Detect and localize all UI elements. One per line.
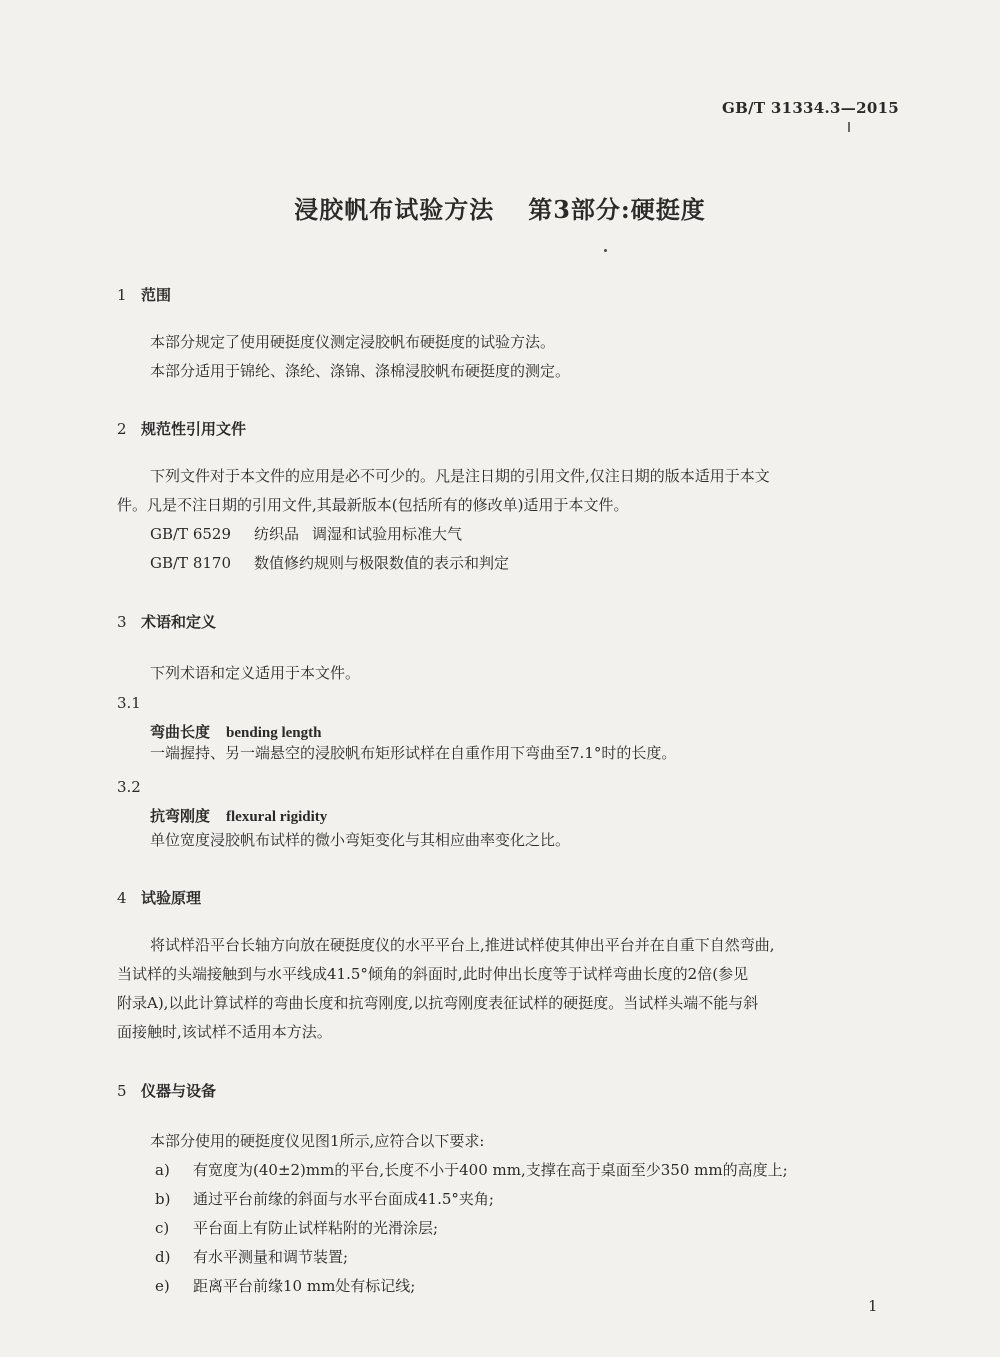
section-2-paragraph-line-1: 下列文件对于本文件的应用是必不可少的。凡是注日期的引用文件,仅注日期的版本适用于本文 — [150, 467, 770, 485]
reference-item: GB/T 8170 数值修约规则与极限数值的表示和判定 — [150, 554, 510, 572]
requirement-item: e) 距离平台前缘10 mm处有标记线; — [155, 1277, 416, 1295]
section-1-heading: 1 范围 — [117, 286, 172, 304]
reference-item: GB/T 6529 纺织品 调湿和试验用标准大气 — [150, 525, 463, 543]
section-3-title: 术语和定义 — [141, 613, 217, 631]
term-number: 3.1 — [117, 694, 141, 712]
term-heading: 弯曲长度 bending length — [150, 723, 322, 741]
section-4-heading: 4 试验原理 — [117, 889, 202, 907]
requirement-item: d) 有水平测量和调节装置; — [155, 1248, 349, 1266]
term-heading: 抗弯刚度 flexural rigidity — [150, 807, 328, 825]
document-title — [0, 190, 1000, 225]
title-main: 浸胶帆布试验方法 — [294, 195, 495, 224]
print-dot — [604, 249, 607, 252]
term-number: 3.2 — [117, 778, 141, 796]
requirement-item: a) 有宽度为(40±2)mm的平台,长度不小于400 mm,支撑在高于桌面至少350 mm的高度上; — [155, 1161, 788, 1179]
section-4-line-1: 将试样沿平台长轴方向放在硬挺度仪的水平平台上,推进试样使其伸出平台并在自重下自然弯曲, — [150, 936, 775, 954]
section-4-title: 试验原理 — [141, 889, 202, 907]
page-number: 1 — [868, 1297, 878, 1315]
section-4-line-4: 面接触时,该试样不适用本方法。 — [117, 1023, 332, 1041]
section-3-paragraph: 下列术语和定义适用于本文件。 — [150, 664, 361, 682]
requirement-item: b) 通过平台前缘的斜面与水平台面成41.5°夹角; — [155, 1190, 494, 1208]
term-definition: 一端握持、另一端悬空的浸胶帆布矩形试样在自重作用下弯曲至7.1°时的长度。 — [150, 744, 677, 762]
section-4-line-2: 当试样的头端接触到与水平线成41.5°倾角的斜面时,此时伸出长度等于试样弯曲长度的2倍(参见 — [117, 965, 749, 983]
section-2-title: 规范性引用文件 — [141, 420, 247, 438]
section-1-title: 范围 — [141, 286, 172, 304]
section-5-intro: 本部分使用的硬挺度仪见图1所示,应符合以下要求: — [150, 1132, 485, 1150]
section-2-heading: 2 规范性引用文件 — [117, 420, 247, 438]
section-1-paragraph-2: 本部分适用于锦纶、涤纶、涤锦、涤棉浸胶帆布硬挺度的测定。 — [150, 362, 571, 380]
section-4-line-3: 附录A),以此计算试样的弯曲长度和抗弯刚度,以抗弯刚度表征试样的硬挺度。当试样头端不能与斜 — [117, 994, 759, 1012]
title-part: 第3部分:硬挺度 — [528, 195, 706, 224]
section-1-paragraph-1: 本部分规定了使用硬挺度仪测定浸胶帆布硬挺度的试验方法。 — [150, 333, 556, 351]
section-5-title: 仪器与设备 — [141, 1082, 217, 1100]
term-definition: 单位宽度浸胶帆布试样的微小弯矩变化与其相应曲率变化之比。 — [150, 831, 571, 849]
section-2-paragraph-line-2: 件。凡是不注日期的引用文件,其最新版本(包括所有的修改单)适用于本文件。 — [117, 496, 629, 514]
section-5-heading: 5 仪器与设备 — [117, 1082, 217, 1100]
requirement-item: c) 平台面上有防止试样粘附的光滑涂层; — [155, 1219, 439, 1237]
section-3-heading: 3 术语和定义 — [117, 613, 217, 631]
print-mark — [848, 122, 850, 132]
standard-number: GB/T 31334.3—2015 — [722, 99, 900, 117]
